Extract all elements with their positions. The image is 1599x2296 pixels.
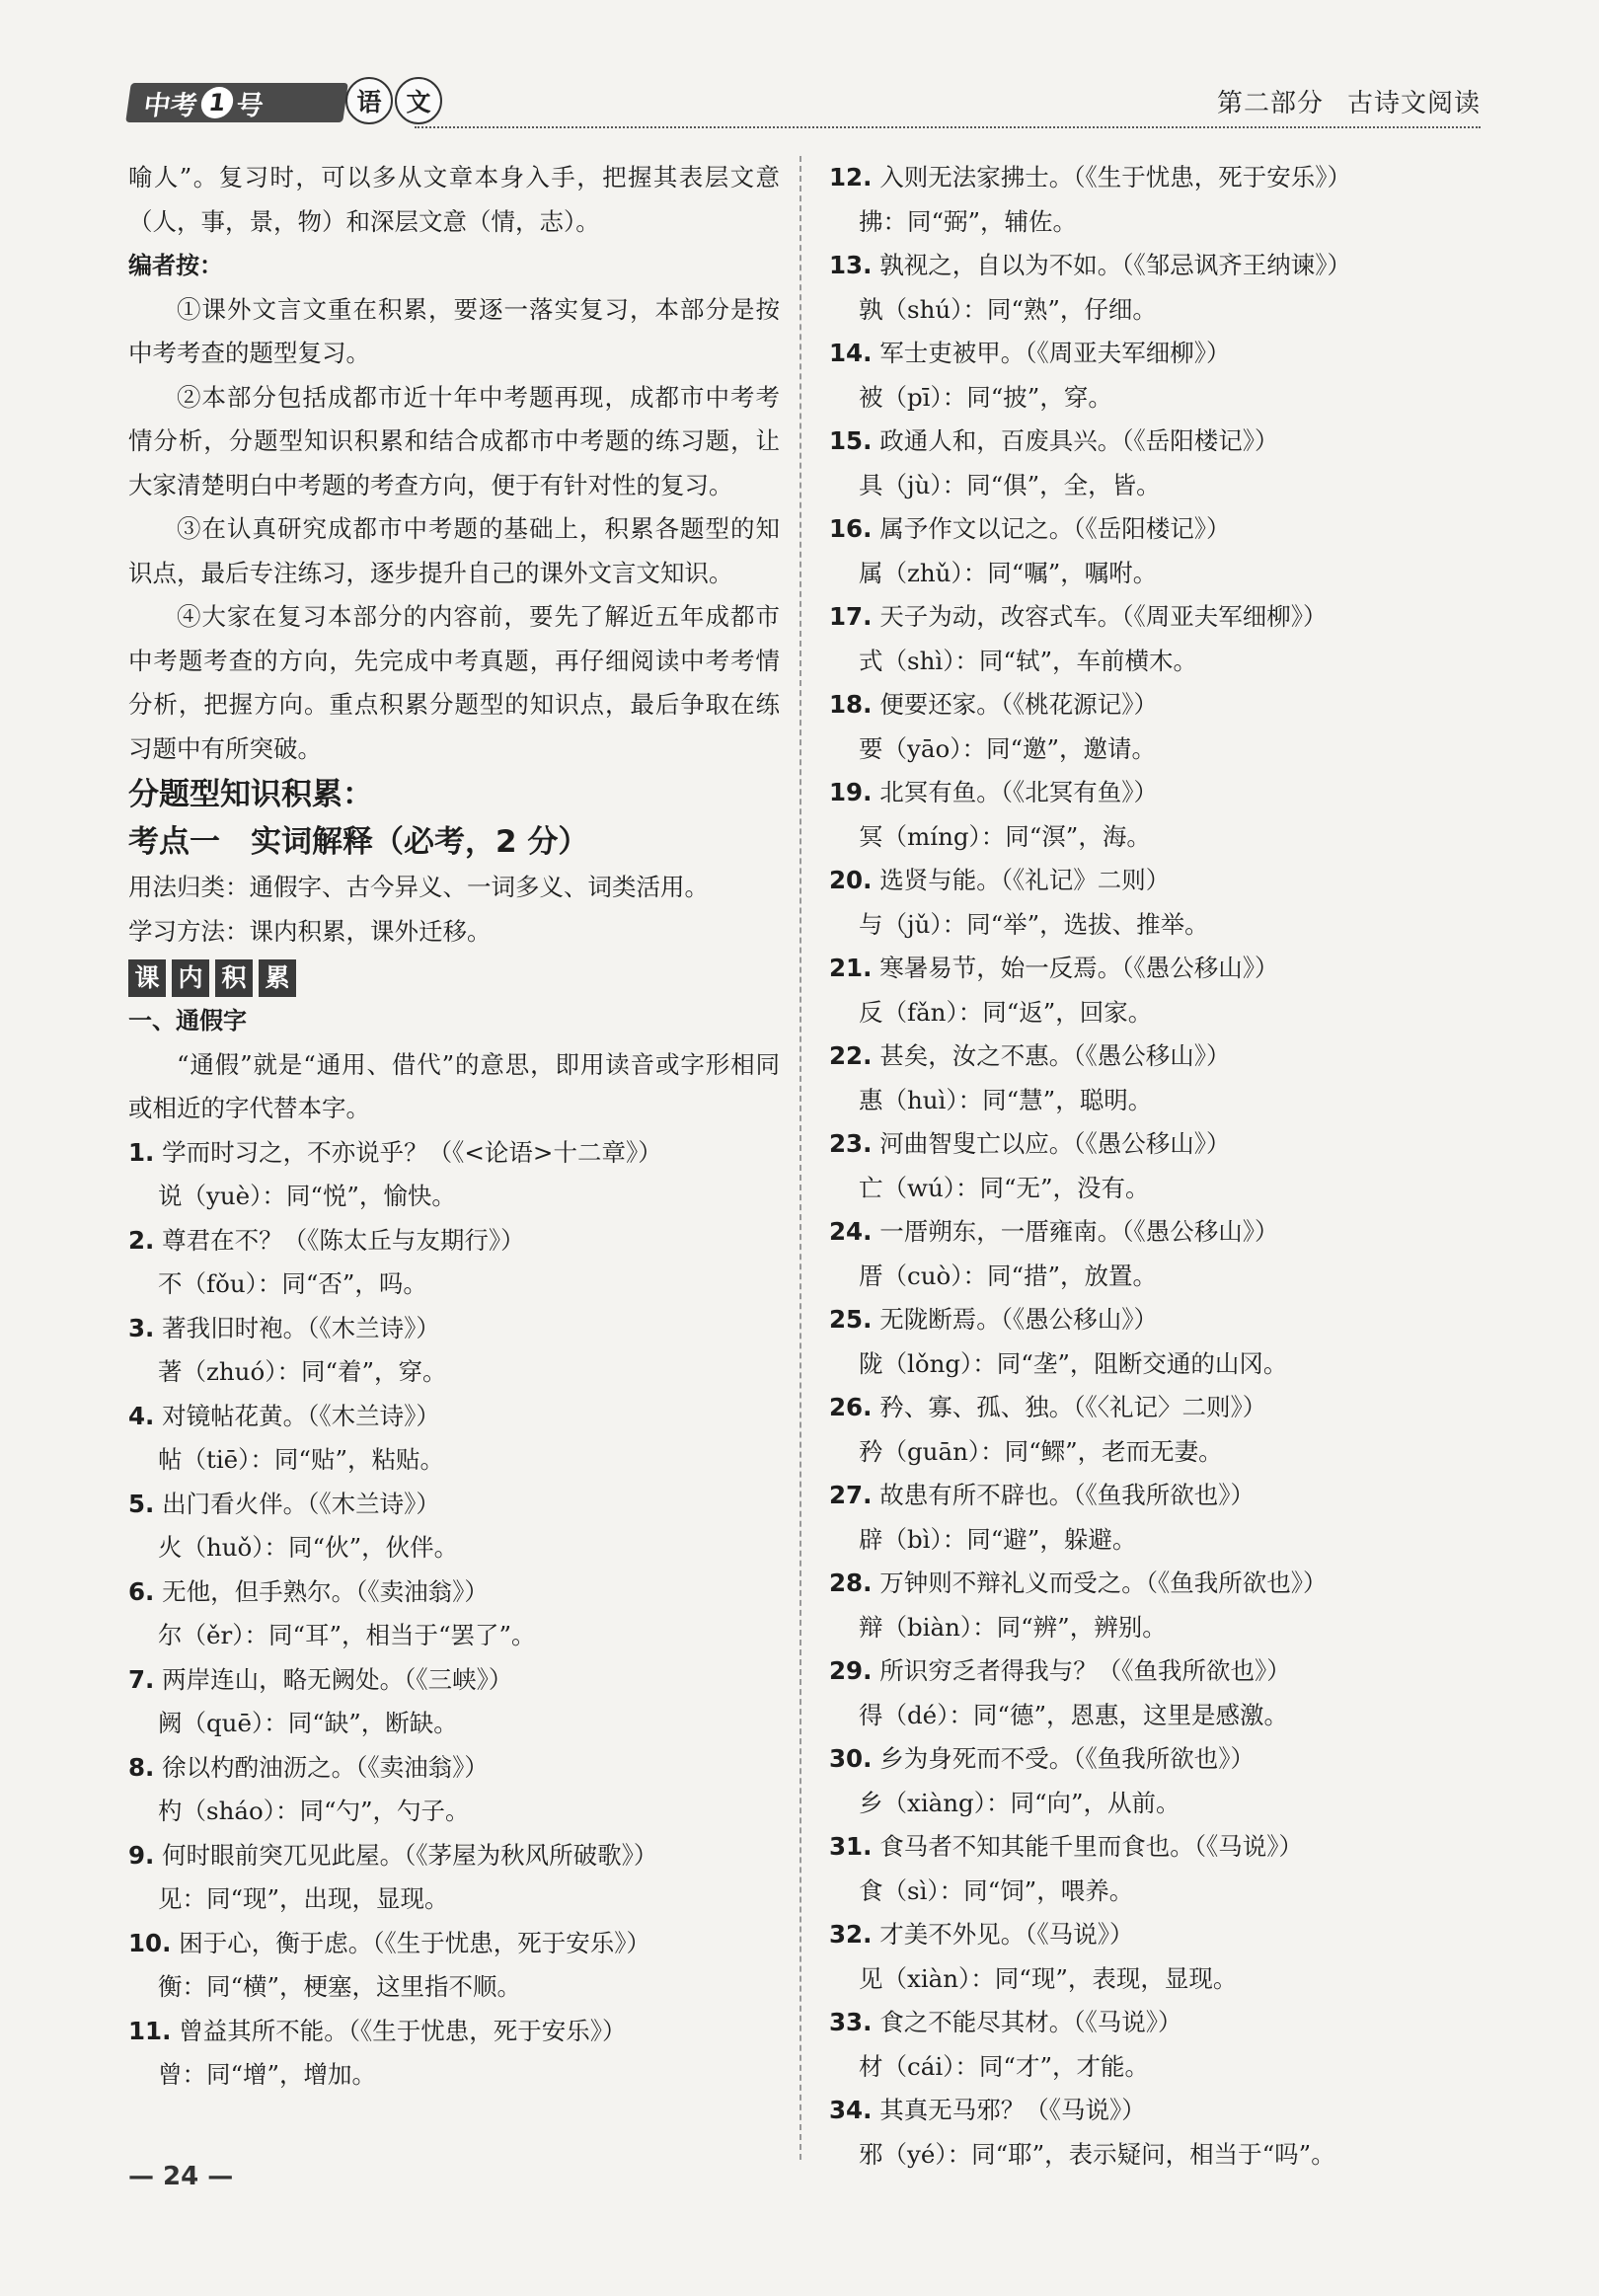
- item-number: 8.: [128, 1752, 155, 1782]
- item-sentence: [829, 2089, 1481, 2133]
- item-sentence: [829, 1474, 1481, 1518]
- item-number: 34.: [829, 2096, 873, 2124]
- item-sentence: [829, 859, 1481, 903]
- item-annotation: 得（dé）：同“德”，恩惠，这里是感激。: [859, 1700, 1288, 1729]
- item-sentence: [829, 156, 1481, 200]
- item-text: 属予作文以记之。（《岳阳楼记》）: [879, 514, 1231, 543]
- list-item: [128, 1746, 780, 1834]
- item-text: 甚矣，汝之不惠。（《愚公移山》）: [879, 1041, 1231, 1070]
- in-class-accumulation-badge: [128, 959, 780, 997]
- item-annotation: 属（zhǔ）：同“嘱”，嘱咐。: [859, 558, 1158, 587]
- item-text: 出门看火伴。（《木兰诗》）: [162, 1489, 440, 1518]
- item-annotation: 见（xiàn）：同“现”，表现，显现。: [859, 1963, 1238, 1993]
- item-number: 33.: [829, 2008, 873, 2036]
- badge-char: 内: [172, 959, 209, 997]
- brand-suffix: 号: [234, 90, 266, 121]
- item-annotation: 与（jǔ）：同“举”，选拔、推举。: [859, 909, 1209, 939]
- list-item: [128, 1307, 780, 1395]
- item-number: 10.: [128, 1928, 172, 1957]
- subsection-title: 一、通假字: [128, 1007, 247, 1034]
- item-number: 25.: [829, 1305, 873, 1334]
- item-annotation: 材（cái）：同“才”，才能。: [859, 2051, 1149, 2081]
- item-sentence: [829, 1913, 1481, 1957]
- item-sentence: [829, 1298, 1481, 1342]
- item-sentence: [829, 771, 1481, 815]
- item-annotation: 辩（biàn）：同“辨”，辨别。: [859, 1612, 1167, 1642]
- item-sentence: [829, 1737, 1481, 1782]
- item-annotation: 杓（sháo）：同“勺”，勺子。: [158, 1797, 470, 1825]
- page-header: [118, 77, 1481, 132]
- item-number: 15.: [829, 426, 873, 455]
- item-annotation: 见：同“现”，出现，显现。: [158, 1884, 449, 1913]
- item-annotation: 陇（lǒng）：同“垄”，阻断交通的山冈。: [859, 1348, 1288, 1378]
- item-text: 著我旧时袍。（《木兰诗》）: [162, 1313, 440, 1342]
- item-text: 困于心，衡于虑。（《生于忧患，死于安乐》）: [179, 1928, 650, 1957]
- list-item: [829, 2001, 1481, 2089]
- item-text: 食马者不知其能千里而食也。（《马说》）: [879, 1832, 1303, 1861]
- item-annotation: 尔（ěr）：同“耳”，相当于“罢了”。: [158, 1621, 536, 1649]
- item-text: 学而时习之，不亦说乎？（《<论语>十二章》）: [162, 1137, 662, 1167]
- subject-char-2: 文: [395, 77, 442, 124]
- item-sentence: [829, 1825, 1481, 1870]
- item-annotation: 阙（quē）：同“缺”，断缺。: [158, 1709, 458, 1737]
- item-text: 矜、寡、孤、独。（《〈礼记〉二则》）: [879, 1393, 1267, 1421]
- item-number: 7.: [128, 1664, 155, 1694]
- item-sentence: [829, 595, 1481, 640]
- item-number: 28.: [829, 1569, 873, 1597]
- item-number: 23.: [829, 1129, 873, 1158]
- list-item: [829, 244, 1481, 332]
- item-sentence: [829, 1034, 1481, 1079]
- item-number: 2.: [128, 1225, 155, 1255]
- item-annotation: 辟（bì）：同“避”，躲避。: [859, 1524, 1137, 1554]
- list-item: [829, 2089, 1481, 2177]
- item-sentence: [829, 947, 1481, 991]
- left-column: [128, 156, 780, 2098]
- item-number: 17.: [829, 602, 873, 631]
- item-sentence: [128, 1570, 780, 1615]
- item-sentence: [128, 1483, 780, 1527]
- item-annotation: 具（jù）：同“俱”，全，皆。: [859, 470, 1161, 499]
- item-number: 4.: [128, 1401, 155, 1430]
- item-sentence: [128, 1219, 780, 1263]
- item-text: 其真无马邪？（《马说》）: [879, 2096, 1146, 2124]
- item-text: 入则无法家拂士。（《生于忧患，死于安乐》）: [879, 163, 1351, 191]
- item-number: 9.: [128, 1840, 155, 1870]
- item-sentence: [829, 1649, 1481, 1694]
- item-number: 22.: [829, 1041, 873, 1070]
- item-annotation: 要（yāo）：同“邀”，邀请。: [859, 733, 1156, 763]
- topic-label: 古诗文阅读: [1346, 89, 1481, 118]
- item-annotation: 厝（cuò）：同“措”，放置。: [859, 1261, 1158, 1290]
- list-item: [128, 2010, 780, 2098]
- item-sentence: [128, 1922, 780, 1966]
- list-item: [829, 683, 1481, 771]
- list-item: [829, 1122, 1481, 1210]
- list-item: [829, 1649, 1481, 1737]
- item-annotation: 亡（wú）：同“无”，没有。: [859, 1173, 1150, 1202]
- list-item: [128, 1131, 780, 1219]
- item-list-right: [829, 156, 1481, 2177]
- item-sentence: [128, 1746, 780, 1791]
- item-text: 军士吏被甲。（《周亚夫军细柳》）: [879, 339, 1231, 367]
- brand-number: 1: [199, 87, 235, 118]
- item-number: 1.: [128, 1137, 155, 1167]
- method-line: 学习方法：课内积累，课外迁移。: [128, 916, 492, 946]
- usage-line: 用法归类：通假字、古今异义、一词多义、词类活用。: [128, 873, 709, 901]
- list-item: [829, 1210, 1481, 1298]
- item-text: 才美不外见。（《马说》）: [879, 1920, 1134, 1949]
- item-text: 徐以杓酌油沥之。（《卖油翁》）: [162, 1752, 489, 1782]
- badge-char: 累: [259, 959, 296, 997]
- item-sentence: [829, 1122, 1481, 1167]
- list-item: [829, 1298, 1481, 1386]
- item-annotation: 曾：同“增”，增加。: [158, 2060, 377, 2089]
- item-number: 21.: [829, 954, 873, 982]
- list-item: [128, 1395, 780, 1483]
- item-number: 26.: [829, 1393, 873, 1421]
- key-point-title: 考点一 实词解释（必考，2 分）: [128, 824, 589, 860]
- item-text: 所识穷乏者得我与？（《鱼我所欲也》）: [879, 1656, 1291, 1685]
- item-number: 16.: [829, 514, 873, 543]
- list-item: [829, 1386, 1481, 1474]
- subject-badge: [345, 77, 442, 124]
- brand-text: 中考: [141, 90, 199, 121]
- item-number: 30.: [829, 1744, 873, 1773]
- editor-note-2: ②本部分包括成都市近十年中考题再现，成都市中考考情分析，分题型知识积累和结合成都市中考题的练习题，让大家清楚明白中考题的考查方向，便于有针对性的复习。: [128, 382, 780, 499]
- item-text: 孰视之，自以为不如。（《邹忌讽齐王纳谏》）: [879, 251, 1351, 279]
- item-number: 18.: [829, 690, 873, 719]
- item-annotation: 著（zhuó）：同“着”，穿。: [158, 1357, 447, 1386]
- list-item: [829, 1737, 1481, 1825]
- list-item: [829, 1913, 1481, 2001]
- section-heading: [1217, 83, 1481, 119]
- list-item: [128, 1922, 780, 2010]
- item-annotation: 被（pī）：同“披”，穿。: [859, 382, 1112, 412]
- list-item: [128, 1570, 780, 1658]
- item-number: 5.: [128, 1489, 155, 1518]
- right-column: [829, 156, 1481, 2177]
- item-text: 无他，但手熟尔。（《卖油翁》）: [162, 1576, 489, 1606]
- list-item: [829, 332, 1481, 420]
- item-text: 对镜帖花黄。（《木兰诗》）: [162, 1401, 440, 1430]
- list-item: [128, 1834, 780, 1922]
- item-text: 食之不能尽其材。（《马说》）: [879, 2008, 1182, 2036]
- list-item: [829, 507, 1481, 595]
- item-text: 故患有所不辟也。（《鱼我所欲也》）: [879, 1481, 1255, 1509]
- item-number: 19.: [829, 778, 873, 806]
- item-number: 6.: [128, 1576, 155, 1606]
- item-annotation: 火（huǒ）：同“伙”，伙伴。: [158, 1533, 459, 1562]
- list-item: [128, 1219, 780, 1307]
- item-annotation: 帖（tiē）：同“贴”，粘贴。: [158, 1445, 444, 1474]
- item-number: 31.: [829, 1832, 873, 1861]
- item-number: 14.: [829, 339, 873, 367]
- item-sentence: [128, 1395, 780, 1439]
- brand-logo: [125, 83, 348, 122]
- badge-char: 积: [215, 959, 253, 997]
- page-number: — 24 —: [128, 2162, 234, 2191]
- item-text: 选贤与能。（《礼记》二则）: [879, 866, 1171, 894]
- item-annotation: 惠（huì）：同“慧”，聪明。: [859, 1085, 1153, 1114]
- item-number: 29.: [829, 1656, 873, 1685]
- header-rule: [415, 126, 1481, 128]
- item-annotation: 不（fǒu）：同“否”，吗。: [158, 1269, 427, 1298]
- item-text: 曾益其所不能。（《生于忧患，死于安乐》）: [179, 2016, 627, 2045]
- item-number: 3.: [128, 1313, 155, 1342]
- item-sentence: [829, 1210, 1481, 1255]
- item-text: 天子为动，改容式车。（《周亚夫军细柳》）: [879, 602, 1328, 631]
- item-sentence: [829, 683, 1481, 727]
- item-number: 20.: [829, 866, 873, 894]
- editor-note-4: ④大家在复习本部分的内容前，要先了解近五年成都市中考题考查的方向，先完成中考真题，再仔细阅读中考考情分析，把握方向。重点积累分题型的知识点，最后争取在练习题中有所突破。: [128, 602, 780, 763]
- item-sentence: [128, 1131, 780, 1176]
- item-annotation: 反（fǎn）：同“返”，回家。: [859, 997, 1153, 1027]
- item-sentence: [829, 420, 1481, 464]
- item-annotation: 冥（míng）：同“溟”，海。: [859, 821, 1151, 851]
- subject-char-1: 语: [345, 77, 393, 124]
- item-sentence: [829, 1386, 1481, 1430]
- list-item: [829, 1825, 1481, 1913]
- item-sentence: [829, 244, 1481, 288]
- list-item: [829, 947, 1481, 1034]
- item-text: 无陇断焉。（《愚公移山》）: [879, 1305, 1158, 1334]
- list-item: [829, 1034, 1481, 1122]
- item-text: 政通人和，百废具兴。（《岳阳楼记》）: [879, 426, 1279, 455]
- item-sentence: [128, 1834, 780, 1878]
- item-text: 寒暑易节，始一反焉。（《愚公移山》）: [879, 954, 1279, 982]
- item-annotation: 食（sì）：同“饲”，喂养。: [859, 1875, 1134, 1905]
- item-text: 两岸连山，略无阙处。（《三峡》）: [162, 1664, 513, 1694]
- item-text: 河曲智叟亡以应。（《愚公移山》）: [879, 1129, 1231, 1158]
- list-item: [829, 859, 1481, 947]
- definition-paragraph: “通假”就是“通用、借代”的意思，即用读音或字形相同或相近的字代替本字。: [128, 1049, 780, 1122]
- item-sentence: [128, 1307, 780, 1351]
- list-item: [128, 1483, 780, 1570]
- item-text: 乡为身死而不受。（《鱼我所欲也》）: [879, 1744, 1255, 1773]
- item-annotation: 衡：同“横”，梗塞，这里指不顺。: [158, 1972, 522, 2001]
- item-number: 24.: [829, 1217, 873, 1246]
- list-item: [829, 1562, 1481, 1649]
- item-text: 北冥有鱼。（《北冥有鱼》）: [879, 778, 1158, 806]
- item-number: 11.: [128, 2016, 172, 2045]
- list-item: [128, 1658, 780, 1746]
- intro-paragraph: 喻人”。复习时，可以多从文章本身入手，把握其表层文意（人，事，景，物）和深层文意（情，志）。: [128, 163, 780, 236]
- item-text: 一厝朔东，一厝雍南。（《愚公移山》）: [879, 1217, 1279, 1246]
- item-number: 32.: [829, 1920, 873, 1949]
- item-annotation: 说（yuè）：同“悦”，愉快。: [158, 1182, 456, 1210]
- item-sentence: [829, 332, 1481, 376]
- list-item: [829, 420, 1481, 507]
- editor-note-title: 编者按：: [128, 252, 223, 279]
- section-label: 第二部分: [1216, 89, 1324, 118]
- column-divider: [800, 156, 801, 2160]
- item-sentence: [128, 1658, 780, 1703]
- list-item: [829, 771, 1481, 859]
- item-number: 13.: [829, 251, 873, 279]
- item-text: 万钟则不辩礼义而受之。（《鱼我所欲也》）: [879, 1569, 1328, 1597]
- item-text: 何时眼前突兀见此屋。（《茅屋为秋风所破歌》）: [162, 1840, 658, 1870]
- badge-char: 课: [128, 959, 166, 997]
- list-item: [829, 1474, 1481, 1562]
- item-text: 便要还家。（《桃花源记》）: [879, 690, 1158, 719]
- list-item: [829, 156, 1481, 244]
- item-annotation: 式（shì）：同“轼”，车前横木。: [859, 646, 1197, 675]
- item-annotation: 矜（guān）：同“鳏”，老而无妻。: [859, 1436, 1223, 1466]
- item-annotation: 邪（yé）：同“耶”，表示疑问，相当于“吗”。: [859, 2139, 1335, 2169]
- item-list-left: [128, 1131, 780, 2098]
- item-annotation: 拂：同“弼”，辅佐。: [859, 206, 1078, 236]
- list-item: [829, 595, 1481, 683]
- editor-note-3: ③在认真研究成都市中考题的基础上，积累各题型的知识点，最后专注练习，逐步提升自己的课外文言文知识。: [128, 514, 780, 587]
- item-sentence: [128, 2010, 780, 2054]
- item-number: 12.: [829, 163, 873, 191]
- item-text: 尊君在不？（《陈太丘与友期行》）: [162, 1225, 525, 1255]
- item-annotation: 乡（xiàng）：同“向”，从前。: [859, 1788, 1180, 1817]
- section-title: 分题型知识积累：: [128, 777, 373, 812]
- item-sentence: [829, 2001, 1481, 2045]
- item-annotation: 孰（shú）：同“熟”，仔细。: [859, 294, 1157, 324]
- item-number: 27.: [829, 1481, 873, 1509]
- item-sentence: [829, 507, 1481, 552]
- editor-note-1: ①课外文言文重在积累，要逐一落实复习，本部分是按中考考查的题型复习。: [128, 294, 780, 367]
- item-sentence: [829, 1562, 1481, 1606]
